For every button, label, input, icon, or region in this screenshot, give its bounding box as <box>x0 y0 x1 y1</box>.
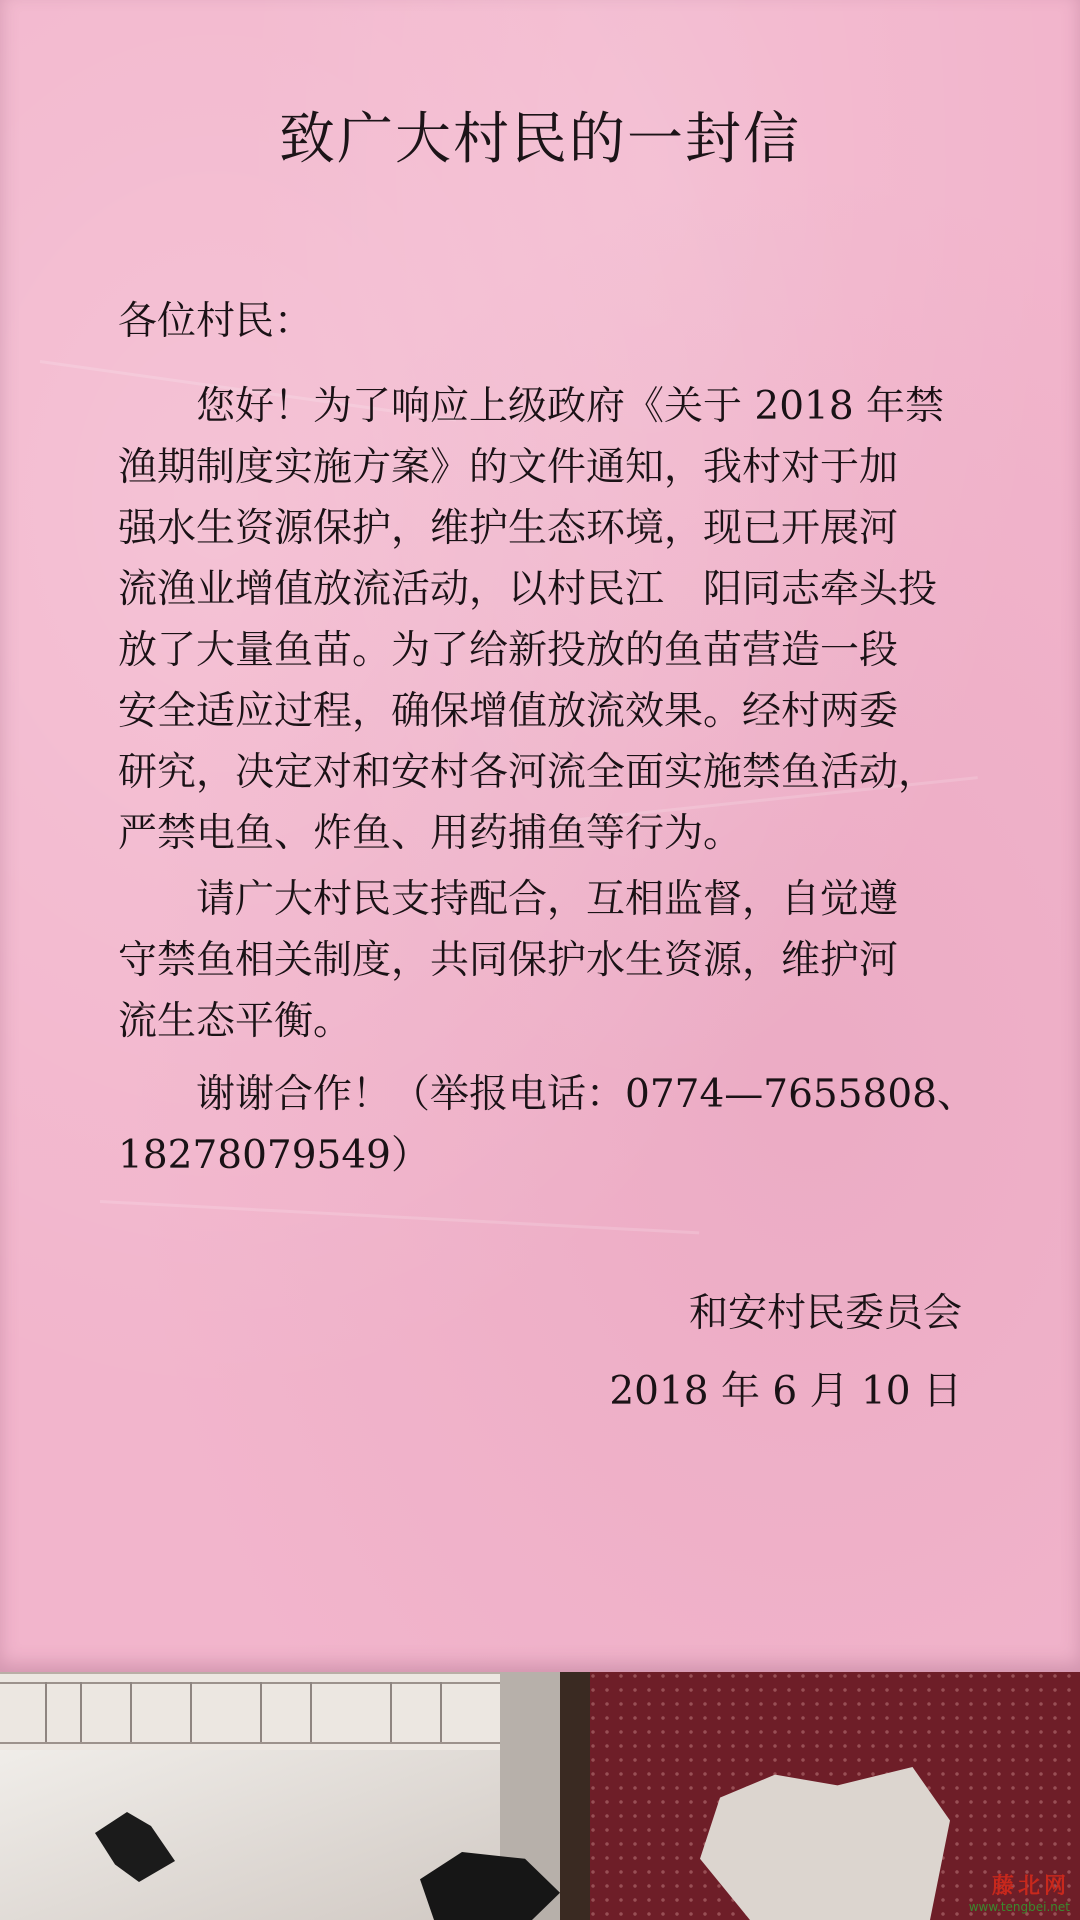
notice-greeting: 各位村民： <box>118 299 314 344</box>
notice-title: 致广大村民的一封信 <box>279 107 801 172</box>
paragraph-line: 安全适应过程，确保增值放流效果。经村两委 <box>118 689 899 734</box>
paragraph-line: 研究，决定对和安村各河流全面实施禁鱼活动， <box>118 750 938 795</box>
paragraph-line: 守禁鱼相关制度，共同保护水生资源，维护河 <box>118 938 899 983</box>
watermark-url: www.tengbei.net <box>968 1900 1070 1914</box>
site-watermark <box>969 1869 1070 1914</box>
paragraph-line: 流渔业增值放流活动，以村民江 阳同志牵头投 <box>118 567 938 612</box>
wood-frame <box>560 1672 590 1920</box>
paper-crease <box>100 1200 699 1234</box>
paragraph-line: 请广大村民支持配合，互相监督，自觉遵 <box>118 877 899 922</box>
signature: 和安村民委员会 <box>688 1291 962 1336</box>
paragraph-line: 严禁电鱼、炸鱼、用药捕鱼等行为。 <box>118 811 743 856</box>
paragraph-line: 流生态平衡。 <box>118 999 353 1044</box>
paragraph-line: 强水生资源保护，维护生态环境，现已开展河 <box>118 506 899 551</box>
paragraph-line: 您好！为了响应上级政府《关于 2018 年禁 <box>118 384 945 429</box>
wall-background <box>0 1672 1080 1920</box>
old-form-paper <box>0 1672 500 1752</box>
paragraph-line: 放了大量鱼苗。为了给新投放的鱼苗营造一段 <box>118 628 899 673</box>
paragraph-line: 18278079549） <box>118 1133 430 1178</box>
paragraph-line: 渔期制度实施方案》的文件通知，我村对于加 <box>118 445 899 490</box>
date: 2018 年 6 月 10 日 <box>609 1369 962 1414</box>
watermark-name: 藤北网 <box>991 1874 1070 1899</box>
paragraph-line: 谢谢合作！（举报电话：0774—7655808、 <box>118 1072 976 1117</box>
